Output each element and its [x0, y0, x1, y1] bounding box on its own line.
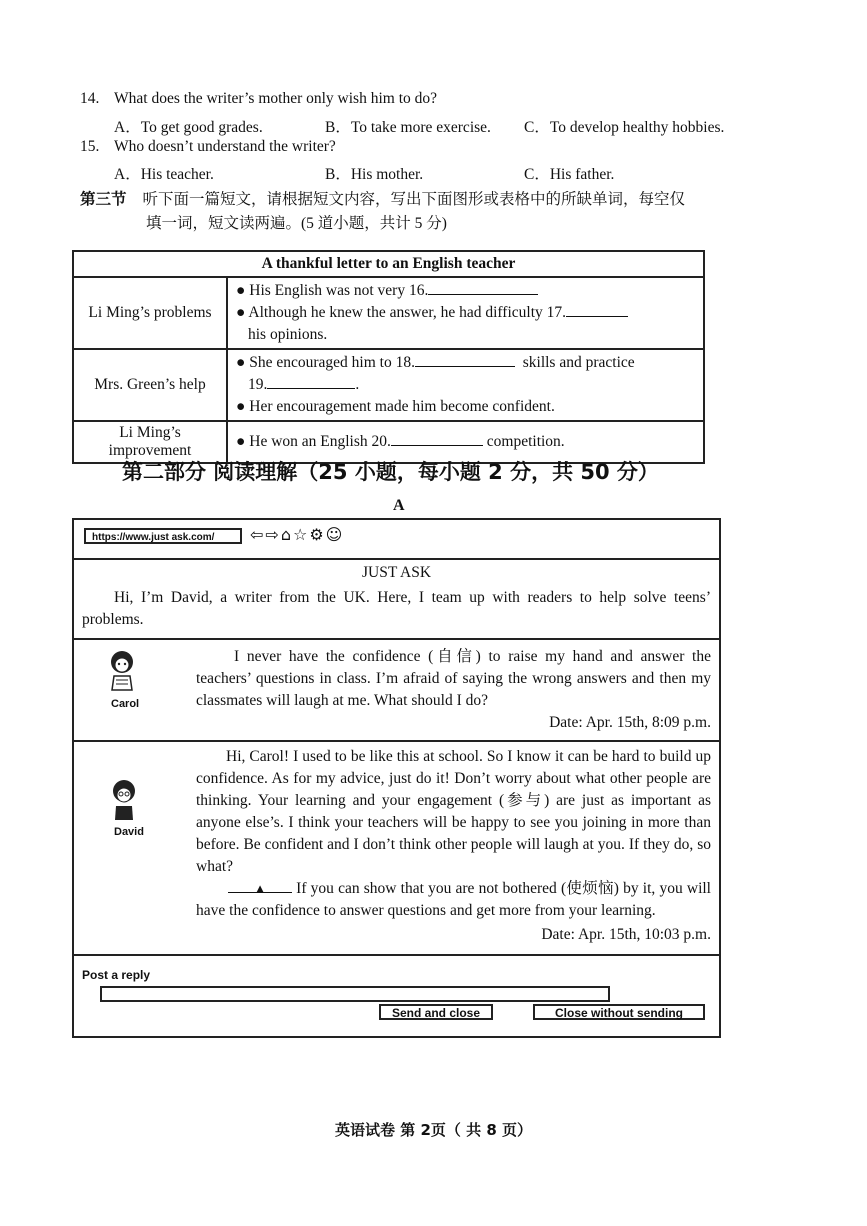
reply-label: Post a reply: [82, 968, 151, 982]
row-head-help: Mrs. Green’s help: [73, 349, 227, 421]
carol-message: I never have the confidence (自信) to raise my hand and answer the teachers’ questions in class. I’m afraid of saying the wrong answers and then my classmates will laugh at me. What should I do?: [196, 648, 711, 709]
gear-icon[interactable]: ⚙: [309, 525, 326, 544]
web-page-frame: [72, 518, 721, 1038]
david-avatar-icon: [104, 778, 144, 824]
david-name: David: [114, 826, 144, 838]
blank-19[interactable]: [267, 374, 355, 389]
q15-option-a: A．His teacher.: [114, 166, 214, 183]
q15-option-b: B．His mother.: [325, 166, 424, 183]
david-message: Hi, Carol! I used to be like this at school. So I know it can be hard to build up confidence. As for my advice, just do it! Don’t worry about what other people are thinking. Your learning and your engagement (参与) are just as important as anyone else’s. I think your teachers will be happy to see you joining in more than before. Be confident and I don’t think other people will laugh at you. If they do, so what?: [196, 748, 711, 875]
q14-option-a: A．To get good grades.: [114, 119, 263, 136]
page-footer: 英语试卷 第 2页（ 共 8 页）: [335, 1121, 532, 1139]
intro-text: Hi, I’m David, a writer from the UK. Here, I team up with readers to help solve teens’ problems.: [82, 589, 711, 628]
section-a-heading: A: [393, 497, 405, 514]
carol-name: Carol: [111, 698, 140, 710]
section3-instructions: 第三节 听下面一篇短文，请根据短文内容，写出下面图形或表格中的所缺单词，每空仅 填一词，短文读两遍。(5 道小题，共计 5 分): [80, 191, 686, 232]
row-head-problems: Li Ming’s problems: [73, 277, 227, 349]
blank-question-marker[interactable]: ▲: [228, 878, 292, 893]
question-15: 15. Who doesn’t understand the writer?: [80, 138, 336, 155]
blank-16[interactable]: [428, 280, 538, 295]
back-arrow-icon[interactable]: ⇦: [250, 525, 266, 544]
q14-option-c: C．To develop healthy hobbies.: [524, 119, 725, 136]
info-table: A thankful letter to an English teacher Li Ming’s problems ● His English was not very 16. ● Although he knew the answer, he had difficulty 17. his opinions. Mrs. Green’s help ● She encouraged him to 18. skills and practice 19. . ● Her encouragement made him become confident. Li Ming’s improvement ● He won an English 20. competition.: [72, 250, 705, 464]
question-14: 14. What does the writer’s mother only wish him to do?: [80, 90, 438, 107]
site-title: JUST ASK: [361, 564, 432, 581]
david-message-2: ▲ If you can show that you are not bothered (使烦恼) by it, you will have the confidence to answer questions and get more from your learning.: [196, 880, 711, 919]
star-icon[interactable]: ☆: [292, 525, 310, 544]
browser-toolbar: [74, 520, 719, 560]
smiley-icon[interactable]: ☺: [325, 525, 345, 544]
address-bar[interactable]: https://www.just ask.com/: [84, 528, 242, 544]
post-carol: [74, 638, 719, 742]
blank-18[interactable]: [415, 352, 515, 367]
q15-option-c: C．His father.: [524, 166, 615, 183]
blank-20[interactable]: [391, 431, 483, 446]
send-and-close-button[interactable]: Send and close: [379, 1004, 493, 1020]
david-date: Date: Apr. 15th, 10:03 p.m.: [541, 926, 711, 943]
post-david: [74, 740, 719, 956]
q14-option-b: B．To take more exercise.: [325, 119, 491, 136]
carol-date: Date: Apr. 15th, 8:09 p.m.: [549, 714, 711, 731]
table-title: A thankful letter to an English teacher: [73, 251, 704, 277]
forward-arrow-icon[interactable]: ⇨: [265, 525, 281, 544]
intro-section: [74, 558, 719, 640]
close-without-sending-button[interactable]: Close without sending: [533, 1004, 705, 1020]
part2-heading: 第二部分 阅读理解（25 小题，每小题 2 分，共 50 分）: [122, 460, 659, 484]
row-head-improvement: Li Ming’s improvement: [73, 421, 227, 463]
home-icon[interactable]: ⌂: [280, 525, 293, 544]
carol-avatar-icon: [102, 648, 142, 694]
blank-17[interactable]: [566, 302, 628, 317]
nav-icons: [250, 525, 344, 544]
reply-input[interactable]: [100, 986, 610, 1002]
section3-label: 第三节: [80, 191, 127, 208]
